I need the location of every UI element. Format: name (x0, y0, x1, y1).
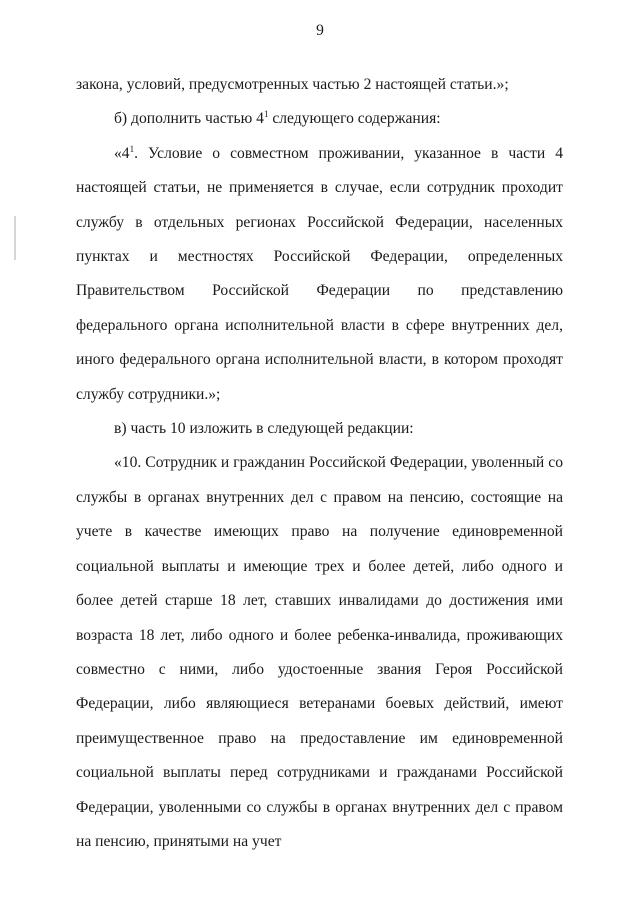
paragraph-amendment-b-superscript: 1 (263, 109, 269, 120)
paragraph-part-4-1-superscript: 1 (129, 143, 135, 154)
paragraph-amendment-b-prefix: б) дополнить частью 4 (114, 110, 264, 128)
paragraph-part-4-1-prefix: «4 (114, 144, 130, 162)
paragraph-part-10: «10. Сотрудник и гражданин Российской Федерации, уволенный со службы в органах внутренних дел с правом на пенсию, состоящие на учете в качестве имеющих право на получение единовременной социальной выплаты и имеющие трех и более детей, либо одного и более детей старше 18 лет, ставших инвалидами до достижения ими возраста 18 лет, либо одного и более ребенка-инвалида, проживающих совместно с ними, либо удостоенные звания Героя Российской Федерации, либо являющиеся ветеранами боевых действий, имеют преимущественное право на предоставление им единовременной социальной выплаты перед сотрудниками и гражданами Российской Федерации, уволенными со службы в органах внутренних дел с правом на пенсию, принятыми на учет (76, 454, 563, 850)
body-text (76, 68, 563, 859)
paragraph-amendment-b-suffix: следующего содержания: (268, 110, 441, 128)
scan-margin-mark (14, 216, 16, 260)
paragraph-continuation: закона, условий, предусмотренных частью 2 настоящей статьи.»; (76, 76, 509, 93)
paragraph-amendment-b (76, 102, 563, 136)
paragraph-part-4-1-body: . Условие о совместном проживании, указанное в части 4 настоящей статьи, не применяется в случае, если сотрудник проходит службу в отдельных регионах Российской Федерации, населенных пунктах и местностях Российской Федерации, определенных Правительством Российской Федерации по представлению федерального органа исполнительной власти в сфере внутренних дел, иного федерального органа исполнительной власти, в котором проходят службу сотрудники.»; (76, 144, 563, 403)
page-number: 9 (316, 22, 324, 39)
paragraph-amendment-v: в) часть 10 изложить в следующей редакции: (114, 420, 414, 438)
paragraph-part-4-1 (76, 137, 563, 412)
